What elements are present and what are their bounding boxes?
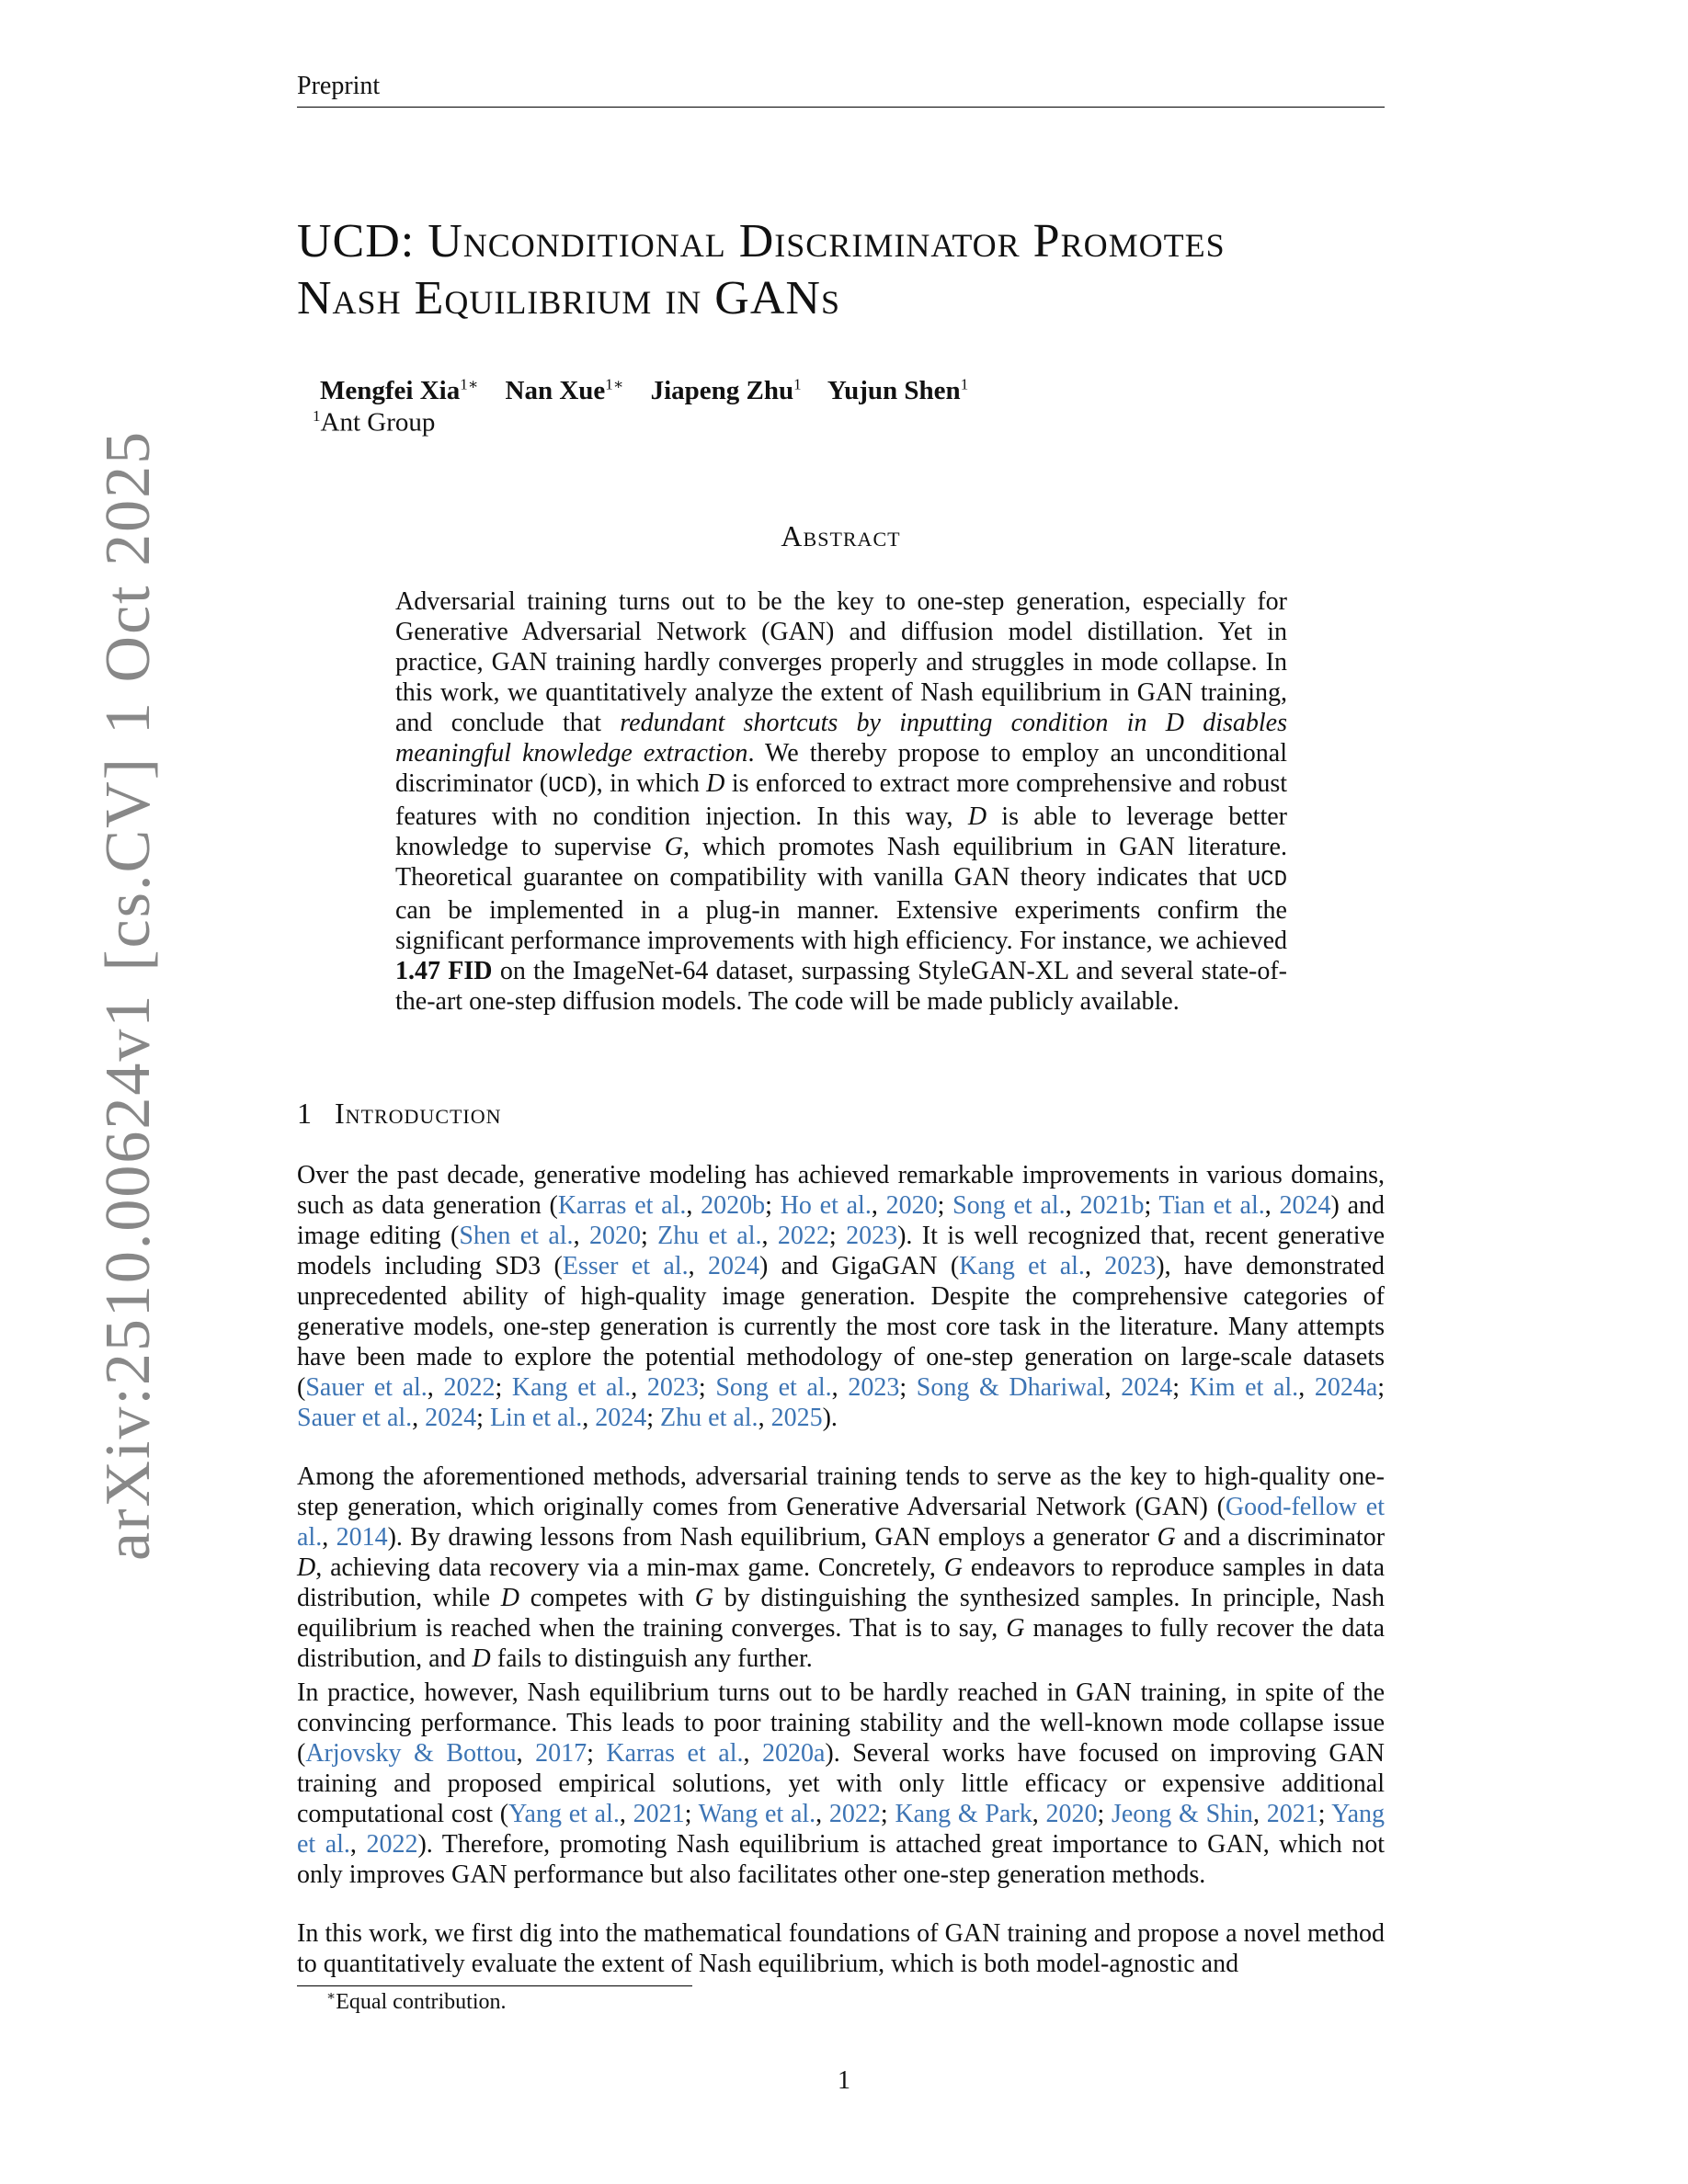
paragraph-text: ). It is well recognized that, recent generative models including SD3 ( xyxy=(297,1222,1386,1280)
citation-link[interactable]: Kang & Park xyxy=(895,1800,1032,1828)
author xyxy=(320,376,478,405)
running-header: Preprint xyxy=(297,72,381,100)
author-name: Jiapeng Zhu xyxy=(650,375,794,405)
citation-link[interactable]: Kang et al. xyxy=(511,1373,632,1402)
intro-paragraph-3 xyxy=(297,1678,1385,1890)
section-number: 1 xyxy=(297,1097,313,1130)
paragraph-text: ; xyxy=(646,1404,661,1432)
citation-link[interactable]: Sauer et al. xyxy=(305,1373,428,1402)
paragraph-text: ; xyxy=(1172,1373,1190,1402)
abstract-heading: Abstract xyxy=(781,519,901,552)
author-name: Mengfei Xia xyxy=(320,375,461,405)
paragraph-text: , xyxy=(686,1191,701,1220)
citation-link[interactable]: 2023 xyxy=(846,1222,898,1250)
author xyxy=(827,376,968,405)
intro-paragraph-4: In this work, we first dig into the mathematical foundations of GAN training and propose a novel method to quantitatively evaluate the extent of Nash equilibrium, which is both model-agnostic and xyxy=(297,1919,1385,1978)
paragraph-text: , xyxy=(1032,1800,1046,1828)
citation-link[interactable]: Karras et al. xyxy=(557,1191,687,1220)
paragraph-text: endeavors to reproduce samples in data distribution, while xyxy=(297,1553,1385,1612)
citation-link[interactable]: Yang et al. xyxy=(508,1800,620,1828)
footnote-mark: ∗ xyxy=(326,1989,336,2004)
citation-link[interactable]: 2022 xyxy=(366,1830,418,1859)
author-mark: 1 xyxy=(793,375,802,392)
citation-link[interactable]: Arjovsky & Bottou xyxy=(305,1739,517,1768)
paragraph-text: , xyxy=(761,1222,778,1250)
citation-link[interactable]: Jeong & Shin xyxy=(1111,1800,1253,1828)
citation-link[interactable]: Yang et al. xyxy=(297,1800,1386,1859)
citation-link[interactable]: 2020 xyxy=(588,1222,641,1250)
title-line-2: Nash Equilibrium in GANs xyxy=(297,272,840,324)
citation-link[interactable]: Wang et al. xyxy=(698,1800,816,1828)
header-rule xyxy=(297,107,1385,108)
paragraph-text: ; xyxy=(495,1373,512,1402)
paragraph-text: and a discriminator xyxy=(1175,1523,1386,1552)
paragraph-text: ). Several works have focused on improving GAN training and proposed empirical solutions, yet with only little efficacy or expensive additional computational cost ( xyxy=(297,1739,1385,1828)
citation-link[interactable]: Kang et al. xyxy=(959,1252,1085,1280)
paragraph-text: , xyxy=(619,1800,633,1828)
citation-link[interactable]: Lin et al. xyxy=(489,1404,583,1432)
paragraph-text: , xyxy=(1104,1373,1122,1402)
math-symbol: G xyxy=(1006,1614,1025,1643)
paragraph-text: , xyxy=(412,1404,426,1432)
citation-link[interactable]: Sauer et al. xyxy=(297,1404,413,1432)
citation-link[interactable]: Shen et al. xyxy=(459,1222,574,1250)
paragraph-text: ; xyxy=(899,1373,917,1402)
author-list xyxy=(320,375,988,406)
citation-link[interactable]: 2022 xyxy=(443,1373,496,1402)
intro-paragraph-1 xyxy=(297,1160,1385,1433)
citation-link[interactable]: Kim et al. xyxy=(1189,1373,1299,1402)
section-title: Introduction xyxy=(335,1097,502,1130)
citation-link[interactable]: Esser et al. xyxy=(562,1252,689,1280)
paragraph-text: Among the aforementioned methods, adversarial training tends to serve as the key to high-quality one-step generation, which originally comes from Generative Adversarial Network (GAN) ( xyxy=(297,1462,1385,1521)
citation-link[interactable]: 2014 xyxy=(336,1523,388,1552)
footnote-text: Equal contribution. xyxy=(336,1990,507,2014)
author-mark: 1∗ xyxy=(460,375,479,392)
citation-link[interactable]: 2024 xyxy=(425,1404,477,1432)
paragraph-text: ) and GigaGAN ( xyxy=(758,1252,960,1280)
paragraph-text: ; xyxy=(1097,1800,1112,1828)
citation-link[interactable]: Zhu et al. xyxy=(660,1404,758,1432)
author-name: Nan Xue xyxy=(505,375,606,405)
citation-link[interactable]: 2024a xyxy=(1314,1373,1378,1402)
paragraph-text: ) and image editing ( xyxy=(297,1191,1386,1250)
arxiv-category: [cs.CV] xyxy=(93,756,164,972)
author-mark: 1∗ xyxy=(605,375,624,392)
arxiv-sidebar-stamp xyxy=(92,430,165,1561)
math-symbol: D xyxy=(472,1644,491,1673)
citation-link[interactable]: 2021 xyxy=(633,1800,685,1828)
paragraph-text: ; xyxy=(828,1222,847,1250)
paragraph-text: by distinguishing the synthesized samples. In principle, Nash equilibrium is reached when the training converges. That is to say, xyxy=(297,1584,1385,1643)
paragraph-text: ; xyxy=(880,1800,895,1828)
paragraph-text: , xyxy=(815,1800,829,1828)
abstract-body: Adversarial training turns out to be the key to one-step generation, especially for Generative Adversarial Network (GAN) and diffusion model distillation. Yet in practice, GAN training hardly converges properly and struggles in mode collapse. In this work, we quantitatively analyze the extent of Nash equilibrium in GAN training, and conclude that redundant shortcuts by inputting condition in D disables meaningful knowledge extraction. We thereby propose to employ an unconditional discriminator (UCD), in which D is enforced to extract more comprehensive and robust features with no condition injection. In this way, D is able to leverage better knowledge to supervise G, which promotes Nash equilibrium in GAN literature. Theoretical guarantee on compatibility with vanilla GAN theory indicates that UCD can be implemented in a plug-in manner. Extensive experiments confirm the significant performance improvements with high efficiency. For instance, we achieved 1.47 FID on the ImageNet-64 dataset, surpassing StyleGAN-XL and several state-of-the-art one-step diffusion models. The code will be made publicly available. xyxy=(395,587,1287,1016)
page-number: 1 xyxy=(838,2066,850,2095)
paragraph-text: , xyxy=(573,1222,589,1250)
paragraph-text: competes with xyxy=(519,1584,695,1612)
paragraph-text: ; xyxy=(1317,1800,1332,1828)
citation-link[interactable]: 2020 xyxy=(1045,1800,1098,1828)
paper-title xyxy=(297,213,1385,327)
paragraph-text: , achieving data recovery via a min-max game. Concretely, xyxy=(315,1553,944,1582)
paragraph-text: , xyxy=(743,1739,762,1768)
paragraph-text: , xyxy=(758,1404,771,1432)
paragraph-text: In practice, however, Nash equilibrium turns out to be hardly reached in GAN training, in spite of the convincing performance. This leads to poor training stability and the well-known mode collapse issue ( xyxy=(297,1678,1385,1768)
intro-paragraph-2 xyxy=(297,1462,1385,1674)
math-symbol: G xyxy=(1157,1523,1176,1552)
citation-link[interactable]: 2021 xyxy=(1266,1800,1318,1828)
citation-link[interactable]: 2024 xyxy=(595,1404,647,1432)
paragraph-text: , xyxy=(516,1739,536,1768)
author-name: Yujun Shen xyxy=(827,375,961,405)
citation-link[interactable]: 2023 xyxy=(848,1373,900,1402)
paragraph-text: , xyxy=(1264,1191,1280,1220)
paragraph-text: ; xyxy=(937,1191,953,1220)
citation-link[interactable]: 2025 xyxy=(770,1404,823,1432)
paragraph-text: ), have demonstrated unprecedented ability of high-quality image generation. Despite the comprehensive categories of generative models, one-step generation is currently the most core task in the literature. Many attempts have been made to explore the potential methodology of one-step generation on large-scale datasets ( xyxy=(297,1252,1386,1402)
citation-link[interactable]: 2023 xyxy=(1104,1252,1157,1280)
paragraph-text: fails to distinguish any further. xyxy=(490,1644,813,1673)
citation-link[interactable]: 2022 xyxy=(777,1222,829,1250)
paragraph-text: , xyxy=(1252,1800,1267,1828)
arxiv-date: 1 Oct 2025 xyxy=(93,429,164,734)
paragraph-text: , xyxy=(631,1373,647,1402)
affiliation-mark: 1 xyxy=(313,407,321,425)
citation-link[interactable]: 2022 xyxy=(828,1800,881,1828)
author-mark: 1 xyxy=(960,375,969,392)
citation-link[interactable]: 2017 xyxy=(535,1739,587,1768)
citation-link[interactable]: 2024 xyxy=(707,1252,759,1280)
author xyxy=(651,376,802,405)
author xyxy=(506,376,624,405)
paragraph-text: ). xyxy=(822,1404,838,1432)
paragraph-text: , xyxy=(688,1252,708,1280)
paragraph-text: ). By drawing lessons from Nash equilibrium, GAN employs a generator xyxy=(387,1523,1158,1552)
citation-link[interactable]: 2021b xyxy=(1079,1191,1145,1220)
citation-link[interactable]: Ho et al. xyxy=(780,1191,872,1220)
paragraph-text: , xyxy=(349,1830,367,1859)
paragraph-text: , xyxy=(1084,1252,1105,1280)
citation-link[interactable]: Zhu et al. xyxy=(657,1222,762,1250)
footnote xyxy=(326,1987,507,2015)
math-symbol: G xyxy=(943,1553,963,1582)
paragraph-text: ; xyxy=(587,1739,607,1768)
citation-link[interactable]: 2020 xyxy=(885,1191,938,1220)
paragraph-text: , xyxy=(1298,1373,1315,1402)
paragraph-text: ; xyxy=(476,1404,490,1432)
paragraph-text: ; xyxy=(1377,1373,1386,1402)
citation-link[interactable]: Song et al. xyxy=(952,1191,1066,1220)
citation-link[interactable]: 2024 xyxy=(1121,1373,1173,1402)
affiliation-name: Ant Group xyxy=(320,407,436,438)
paragraph-text: , xyxy=(1065,1191,1080,1220)
citation-link[interactable]: Tian et al. xyxy=(1158,1191,1265,1220)
paragraph-text: ; xyxy=(765,1191,781,1220)
paragraph-text: ; xyxy=(684,1800,699,1828)
citation-link[interactable]: Karras et al. xyxy=(606,1739,744,1768)
title-line-1: UCD: Unconditional Discriminator Promotes xyxy=(297,215,1226,267)
citation-link[interactable]: 2023 xyxy=(646,1373,699,1402)
paragraph-text: ; xyxy=(640,1222,658,1250)
citation-link[interactable]: 2020b xyxy=(701,1191,766,1220)
section-heading-introduction xyxy=(297,1097,502,1131)
math-symbol: D xyxy=(500,1584,520,1612)
paragraph-text: manages to fully recover the data distribution, and xyxy=(297,1614,1385,1673)
citation-link[interactable]: 2020a xyxy=(761,1739,826,1768)
paragraph-text: , xyxy=(427,1373,444,1402)
citation-link[interactable]: Good-fellow et al. xyxy=(297,1493,1385,1552)
math-symbol: G xyxy=(694,1584,713,1612)
paragraph-text: , xyxy=(871,1191,886,1220)
footnote-rule xyxy=(297,1985,692,1986)
arxiv-id: arXiv:2510.00624v1 xyxy=(93,993,164,1561)
paragraph-text: ; xyxy=(1144,1191,1159,1220)
paragraph-text: , xyxy=(322,1523,336,1552)
paragraph-text: ; xyxy=(698,1373,716,1402)
math-symbol: D xyxy=(297,1553,316,1582)
paragraph-text: ). Therefore, promoting Nash equilibrium is attached great importance to GAN, which not only improves GAN performance but also facilitates other one-step generation methods. xyxy=(297,1830,1386,1889)
citation-link[interactable]: 2024 xyxy=(1279,1191,1331,1220)
paragraph-text: , xyxy=(582,1404,596,1432)
affiliation xyxy=(313,407,435,438)
citation-link[interactable]: Song et al. xyxy=(715,1373,832,1402)
citation-link[interactable]: Song & Dhariwal xyxy=(916,1373,1105,1402)
paragraph-text: , xyxy=(831,1373,849,1402)
paragraph-text: Over the past decade, generative modeling has achieved remarkable improvements in various domains, such as data generation ( xyxy=(297,1161,1385,1220)
